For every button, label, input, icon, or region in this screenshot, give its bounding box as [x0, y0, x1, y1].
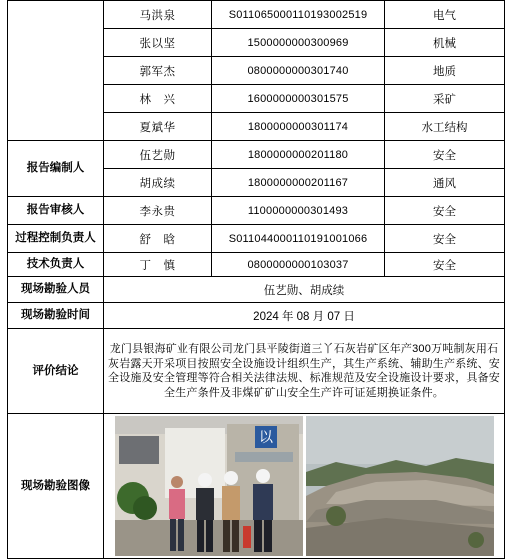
process-controller-name: 舒 晗: [104, 225, 212, 253]
member-name: 夏斌华: [104, 113, 212, 141]
member-cert: 1600000000301575: [212, 85, 385, 113]
member-specialty: 电气: [385, 1, 505, 29]
site-images-cell: [104, 414, 505, 559]
compiler-row: [8, 141, 505, 169]
reviewer-specialty: 安全: [385, 197, 505, 225]
member-name: 胡成续: [104, 169, 212, 197]
member-specialty: 采矿: [385, 85, 505, 113]
site-survey-time-label: 现场勘验时间: [8, 303, 104, 329]
member-name: 马洪泉: [104, 1, 212, 29]
member-cert: 1800000000301174: [212, 113, 385, 141]
technical-lead-name: 丁 慎: [104, 253, 212, 277]
site-survey-staff-value: 伍艺勋、胡成续: [104, 277, 505, 303]
site-survey-staff-label: 现场勘验人员: [8, 277, 104, 303]
process-controller-label: 过程控制负责人: [8, 225, 104, 253]
conclusion-row: [8, 329, 505, 414]
team-row: [8, 1, 505, 29]
technical-lead-specialty: 安全: [385, 253, 505, 277]
site-photo-quarry: [306, 416, 494, 556]
reviewer-label: 报告审核人: [8, 197, 104, 225]
reviewer-cert: 1100000000301493: [212, 197, 385, 225]
member-cert: 1800000000201167: [212, 169, 385, 197]
reviewer-row: [8, 197, 505, 225]
technical-lead-cert: 0800000000103037: [212, 253, 385, 277]
member-cert: 1800000000201180: [212, 141, 385, 169]
member-specialty: 通风: [385, 169, 505, 197]
site-survey-time-value: 2024 年 08 月 07 日: [104, 303, 505, 329]
reviewer-name: 李永贵: [104, 197, 212, 225]
team-label-cell: [8, 1, 104, 141]
member-cert: 0800000000301740: [212, 57, 385, 85]
site-survey-staff-row: [8, 277, 505, 303]
member-name: 伍艺勋: [104, 141, 212, 169]
site-photo-staff: [115, 416, 303, 556]
member-specialty: 安全: [385, 141, 505, 169]
member-specialty: 地质: [385, 57, 505, 85]
site-images-label: 现场勘验图像: [8, 414, 104, 559]
site-images-row: [8, 414, 505, 559]
member-cert: 1500000000300969: [212, 29, 385, 57]
member-specialty: 水工结构: [385, 113, 505, 141]
process-controller-specialty: 安全: [385, 225, 505, 253]
process-controller-cert: S011044000110191001066: [212, 225, 385, 253]
member-cert: S011065000110193002519: [212, 1, 385, 29]
technical-lead-row: [8, 253, 505, 277]
site-survey-time-row: [8, 303, 505, 329]
member-name: 林 兴: [104, 85, 212, 113]
report-table: [7, 0, 505, 559]
compiler-label: 报告编制人: [8, 141, 104, 197]
conclusion-label: 评价结论: [8, 329, 104, 414]
member-name: 郭军杰: [104, 57, 212, 85]
site-sign-text: 以: [258, 429, 273, 445]
technical-lead-label: 技术负责人: [8, 253, 104, 277]
conclusion-text: 龙门县银海矿业有限公司龙门县平陵街道三丫石灰岩矿区年产300万吨制灰用石灰岩露天开采项目按照安全设施设计组织生产，其生产系统、辅助生产系统、安全设施及安全管理等符合相关法律法规、标准规范及安全设施设计要求，具备安全生产条件及非煤矿矿山安全生产许可证延期换证条件。: [104, 329, 505, 414]
member-name: 张以坚: [104, 29, 212, 57]
process-controller-row: [8, 225, 505, 253]
member-specialty: 机械: [385, 29, 505, 57]
